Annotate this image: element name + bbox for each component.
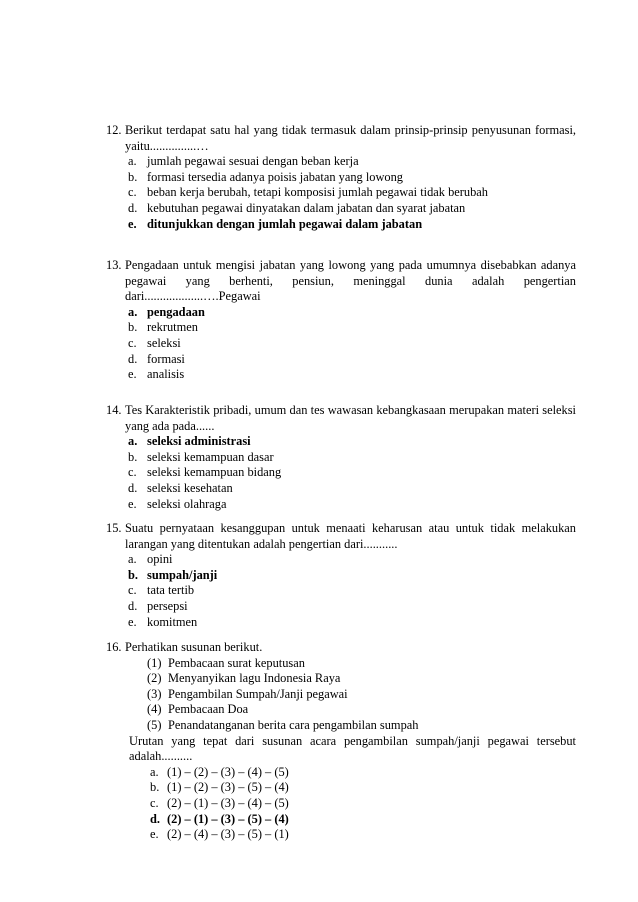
option-c: c. seleksi kemampuan bidang [128,465,282,480]
option-a-correct: a. pengadaan [128,304,205,319]
option-list [106,434,576,512]
option-d: d. kebutuhan pegawai dinyatakan dalam jabatan dan syarat jabatan [128,200,466,215]
option-list [106,552,576,630]
option-c: c. beban kerja berubah, tetapi komposisi jumlah pegawai tidak berubah [128,185,488,200]
question-text: 13. Pengadaan untuk mengisi jabatan yang lowong yang pada umumnya disebabkan adanya pegawai yang berhenti, pensiun, meninggal dunia adalah pengertian dari...................….Pegawai [106,258,576,304]
option-c: c. (2) – (1) – (3) – (4) – (5) [150,795,289,810]
step-list [106,656,576,734]
option-b: b. formasi tersedia adanya poisis jabatan yang lowong [128,169,403,184]
question-13 [106,258,576,383]
option-b: b. seleksi kemampuan dasar [128,449,274,464]
question-16 [106,640,576,843]
step-item: (3) Pengambilan Sumpah/Janji pegawai [147,686,348,701]
option-c: c. tata tertib [128,583,195,598]
option-list [106,765,576,843]
option-a: a. jumlah pegawai sesuai dengan beban kerja [128,154,359,169]
step-item: (2) Menyanyikan lagu Indonesia Raya [147,671,341,686]
question-number: 12. [106,123,122,137]
option-d: d. formasi [128,351,185,366]
question-text: 16. Perhatikan susunan berikut. [106,640,263,654]
option-d: d. seleksi kesehatan [128,480,233,495]
question-number: 14. [106,403,122,417]
option-e-correct: e. ditunjukkan dengan jumlah pegawai dalam jabatan [128,216,423,231]
question-number: 15. [106,521,122,535]
option-e: e. komitmen [128,614,198,629]
option-b: b. (1) – (2) – (3) – (5) – (4) [150,780,289,795]
step-item: (5) Penandatanganan berita cara pengambilan sumpah [147,717,419,732]
question-followup: Urutan yang tepat dari susunan acara pengambilan sumpah/janji pegawai tersebut adalah.......... [129,733,576,764]
option-c: c. seleksi [128,335,181,350]
option-d-correct: d. (2) – (1) – (3) – (5) – (4) [150,811,289,826]
option-e: e. analisis [128,367,185,382]
question-text: 15. Suatu pernyataan kesanggupan untuk menaati keharusan atau untuk tidak melakukan larangan yang ditentukan adalah pengertian dari........... [106,521,576,551]
option-b-correct: b. sumpah/janji [128,567,218,582]
question-number: 16. [106,640,122,654]
question-14 [106,403,576,512]
option-list [106,305,576,383]
option-a: a. opini [128,552,173,567]
step-item: (4) Pembacaan Doa [147,702,249,717]
question-number: 13. [106,258,122,272]
option-a: a. (1) – (2) – (3) – (4) – (5) [150,764,289,779]
option-e: e. seleksi olahraga [128,496,227,511]
option-a-correct: a. seleksi administrasi [128,434,251,449]
option-list [106,154,576,232]
question-text: 14. Tes Karakteristik pribadi, umum dan tes wawasan kebangkasaan merupakan materi seleksi yang ada pada...... [106,403,576,433]
step-item: (1) Pembacaan surat keputusan [147,655,305,670]
question-15 [106,521,576,630]
question-12 [106,123,576,232]
option-d: d. persepsi [128,598,188,613]
question-text: 12. Berikut terdapat satu hal yang tidak termasuk dalam prinsip-prinsip penyusunan formasi, yaitu...............… [106,123,576,153]
option-e: e. (2) – (4) – (3) – (5) – (1) [150,827,289,842]
option-b: b. rekrutmen [128,320,198,335]
